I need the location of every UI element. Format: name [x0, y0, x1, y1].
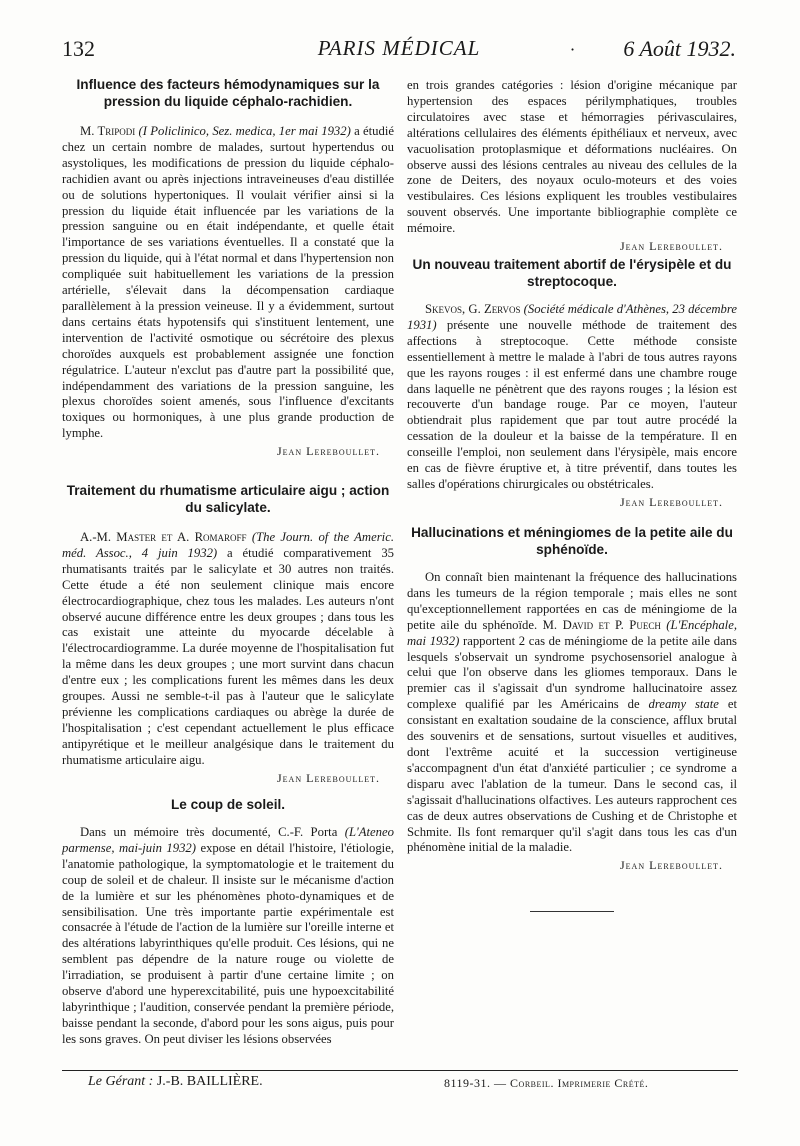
- article-signature: Jean Lereboullet.: [620, 858, 723, 873]
- article-sunstroke-continued: [407, 78, 737, 254]
- article-text-3: et consistant en exaltation soudaine de la conscience, afflux brutal des souvenirs et de sensations, surtout visuelles et auditives, dont l'extrême acuité et la succession vertigineuse s'accompagnent d'un état d'anxiété particulier ; ce syndrome a disparu avec l'ablation de la tumeur. Dans le second cas, il s'agissait d'hallucinations olfactives. Les auteurs rapprochent ces cas de deux autres observations de Cushing et de Christophe et Schmite. Ils font remarquer qu'il s'agit dans tous les cas d'un phénomène initial de la maladie.: [407, 697, 738, 855]
- article-text: expose en détail l'histoire, l'étiologie, l'anatomie pathologique, la symptomatologie et le traitement du coup de soleil et de chaleur. Il insiste sur le mécanisme d'action de la lumière et sur les phénomènes photo-dynamiques et de sensibilisation. Une très importante partie expérimentale est consacrée à l'étude de l'action de la lumière sur l'oreille interne et des altérations labyrinthiques qu'elle produit. Ces lésions, qui ne semblent pas dépendre de la nature rouge ou violette de l'irradiation, se produisent à partir d'une certaine limite ; on observe d'abord une hyperexcitabilité, puis une hypoexcitabilité labyrinthique ; l'audition, conservée pendant la première période, baisse pendant la seconde, d'abord pour les sons aigus, puis pour les sons graves. On peut diviser les lésions observées: [62, 840, 395, 1046]
- manager-name: J.-B. BAILLIÈRE.: [156, 1074, 263, 1089]
- article-author: M. Tripodi: [80, 124, 136, 138]
- article-continuation: en trois grandes catégories : lésion d'origine mécanique par hypertension des espaces périlymphatiques, troubles circulatoires avec stase et hémorragies périvasculaires, altérations cellulaires des éléments épithéliaux et nerveux, avec vacuolisation protoplasmique et déformations nucléaires. On observe aussi des lésions centrales au niveau des cellules de la zone de Deiters, des noyaux oculo-moteurs et des voies vestibulaires. Ces lésions expliquent les troubles vestibulaires souvent observés. Une importante bibliographie complète ce mémoire.: [407, 78, 737, 236]
- issue-date: 6 Août 1932.: [623, 36, 736, 61]
- end-divider: [530, 911, 614, 912]
- article-author: M. David et P. Puech: [542, 617, 661, 632]
- article-rheumatism: [62, 482, 394, 786]
- article-hallucinations: [407, 524, 737, 873]
- article-title: Influence des facteurs hémodynamiques sur la pression du liquide céphalo-rachidien.: [76, 77, 380, 109]
- manager-label: Le Gérant :: [88, 1074, 154, 1089]
- article-body: [62, 825, 394, 1048]
- article-body: [62, 530, 394, 769]
- article-text-1: On connaît bien maintenant la fréquence des hallucinations dans les tumeurs de la région temporale ; mais elles ne sont qu'exceptionnellement rapportées en cas de méningiome de la petite aile du sphénoïde.: [407, 570, 737, 632]
- article-text: a étudié chez un certain nombre de malades, surtout hypertendus ou asystoliques, les modifications de pression du liquide céphalo-rachidien avant ou après injections intraveineuses d'eau distillée ou de solutions hypertoniques. Il voulait vérifier ainsi si la pression du liquide était influencée par les variations de la pression sanguine ou en était indépendante, et quelle était l'importance de ses variations éventuelles. Il a constaté que la pression du liquide, qui à l'état normal et dans l'hypertension non compliquée suit habituellement les variations de la pression artérielle, s'élevait dans la décompensation cardiaque parallèlement à la pression veineuse. Il y a évidemment, surtout dans certains états hypotensifs qui s'instituent lentement, une intervention de l'activité osmotique ou sécrétoire des plexus choroïdes auxquels est probablement assignée une fonction régulatrice. L'auteur n'exclut pas d'autre part la possibilité que, indépendamment des variations de la pression sanguine, les plexus choroïdes soient amenés, sous l'influence d'excitants toxiques ou hormoniques, à une plus grande production de lymphe.: [62, 124, 395, 441]
- article-source: (The Journ. of the Americ. méd. Assoc., 4 juin 1932): [62, 530, 394, 560]
- article-hemodynamic: [62, 76, 394, 459]
- article-source: (I Policlinico, Sez. medica, 1er mai 1932): [138, 124, 351, 138]
- article-author: Skevos, G. Zervos: [425, 302, 521, 316]
- article-erysipelas: [407, 256, 737, 510]
- article-title: Un nouveau traitement abortif de l'érysipèle et du streptocoque.: [412, 257, 732, 289]
- footer-divider: [62, 1070, 738, 1071]
- article-signature: Jean Lereboullet.: [277, 770, 380, 785]
- article-body: [407, 570, 737, 856]
- article-body: [62, 124, 394, 442]
- article-text-2: rapportent 2 cas de méningiome de la petite aile dans lesquels s'observait un syndrome psychosensoriel analogue à celui que l'on observe dans les gliomes temporaux. Dans le premier cas il s'agissait d'un syndrome hallucinatoire assez complexe qualifié par les Américains de: [407, 633, 737, 712]
- article-author: A.-M. Master et A. Romaroff: [80, 530, 247, 544]
- page-number: 132: [62, 36, 95, 61]
- article-term: dreamy state: [648, 697, 719, 712]
- article-title: Traitement du rhumatisme articulaire aigu ; action du salicylate.: [66, 483, 390, 515]
- article-text: a étudié comparativement 35 rhumatisants traités par le salicylate et 30 autres non traités. Cette étude a été non seulement clinique mais encore électrocardiographique, chez tous les malades. Les auteurs n'ont observé aucune différence entre les deux groupes ; dans tous les cas existait une atteinte du myocarde décelable à l'électrocardiogramme. La durée moyenne de l'hospitalisation fut la même dans les deux groupes ; une mort survint dans chacun d'entre eux ; les complications furent les mêmes dans les deux groupes. Aussi ne semble-t-il pas à l'auteur que le salicylate prévienne les complications cardiaques ou abrège la durée de l'hospitalisation ; c'est cependant actuellement le plus efficace antipyrétique et le meilleur analgésique dans le traitement du rhumatisme articulaire aigu.: [62, 545, 395, 767]
- article-title: Le coup de soleil.: [170, 797, 286, 812]
- page-header: [62, 36, 736, 70]
- article-body: [407, 302, 737, 493]
- header-separator: ·: [570, 40, 576, 59]
- article-author: Dans un mémoire très documenté, C.-F. Porta: [80, 825, 338, 839]
- article-signature: Jean Lereboullet.: [620, 494, 723, 509]
- footer-manager: [88, 1074, 263, 1090]
- article-source: (L'Ateneo parmense, mai-juin 1932): [62, 825, 394, 855]
- article-source: (Société médicale d'Athènes, 23 décembre 1931): [407, 302, 737, 332]
- article-title: Hallucinations et méningiomes de la petite aile du sphénoïde.: [411, 525, 733, 557]
- article-source: (L'Encéphale, mai 1932): [407, 617, 738, 648]
- article-sunstroke: [62, 796, 394, 1048]
- article-signature: Jean Lereboullet.: [277, 444, 380, 459]
- article-signature: Jean Lereboullet.: [620, 239, 723, 254]
- article-text: présente une nouvelle méthode de traitement des affections à streptocoque. Cette méthode consiste essentiellement à mettre le malade à l'abri de tous autres rayons que les rayons rouges : il est enfermé dans une chambre rouge dans laquelle ne pénètrent que des rayons rouges ; la lésion est recouverte d'un bandage rouge. Par ce moyen, l'auteur obtiendrait plus rapidement que par tout autre procédé la cessation de la douleur et la baisse de la température. Il en conseille l'emploi, non seulement dans l'érysipèle, mais encore en cas de fièvre éruptive et, à titre préventif, dans toutes les salles d'opérations chirurgicales ou obstétricales.: [407, 317, 737, 491]
- journal-title: PARIS MÉDICAL: [317, 36, 481, 60]
- footer-printer: 8119-31. — Corbeil. Imprimerie Crété.: [444, 1076, 649, 1090]
